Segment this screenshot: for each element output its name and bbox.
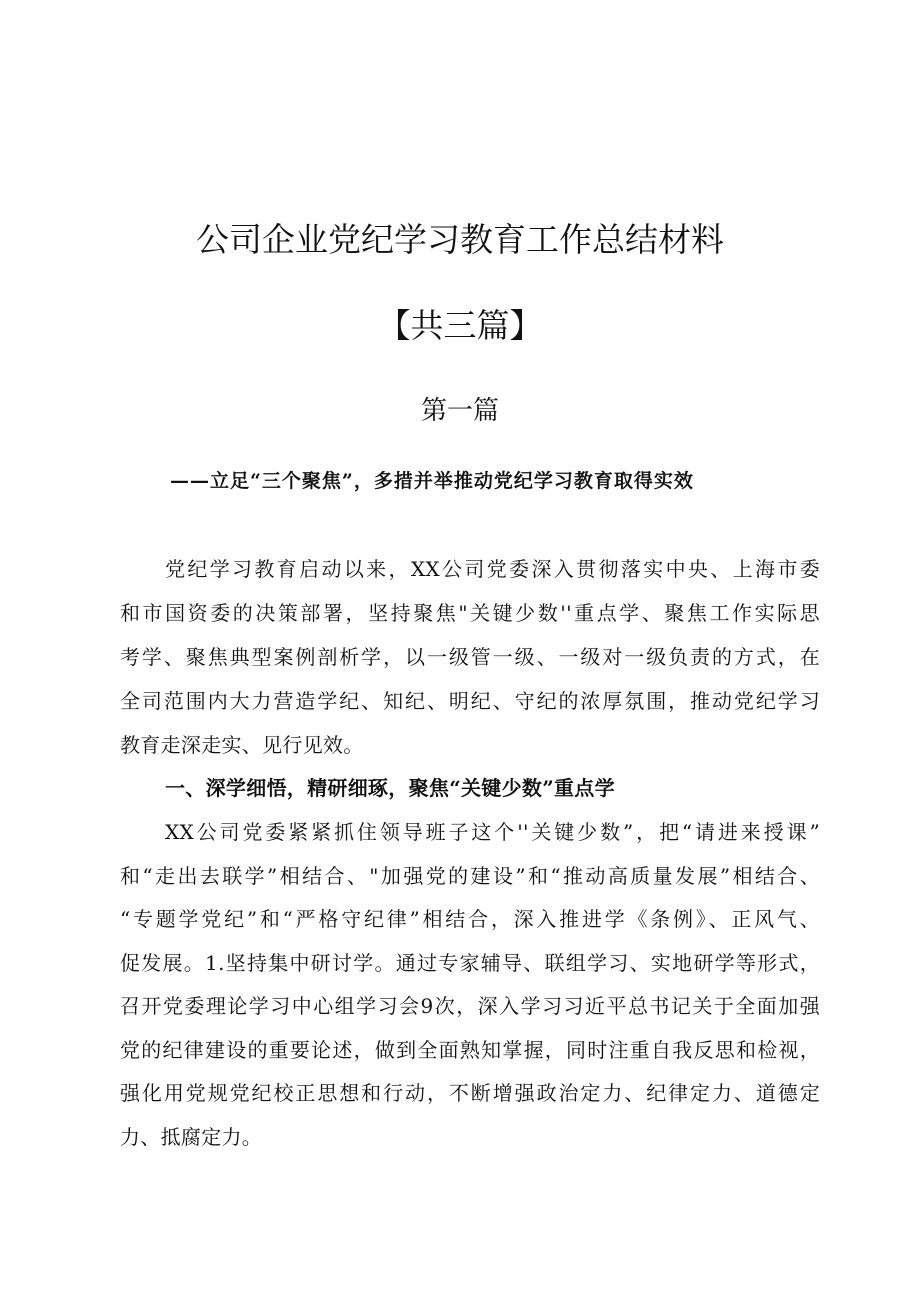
paragraph-line: 党纪学习教育启动以来，XX公司党委深入贯彻落实中央、上海市委 bbox=[165, 557, 820, 581]
document-subtitle: 【共三篇】 bbox=[377, 306, 543, 345]
paragraph-line: 力、抵腐定力。 bbox=[120, 1125, 263, 1149]
paragraph-line: “专题学党纪”和“严格守纪律”相结合，深入推进学《条例》、正风气、 bbox=[120, 907, 820, 931]
paragraph-line: 和“走出去联学”相结合、"加强党的建设”和“推动高质量发展”相结合、 bbox=[120, 864, 820, 888]
section-heading: 一、深学细悟，精研细琢，聚焦“关键少数”重点学 bbox=[165, 776, 615, 800]
paragraph-line: 和市国资委的决策部署，坚持聚焦"关键少数''重点学、聚焦工作实际思 bbox=[120, 601, 820, 625]
document-title: 公司企业党纪学习教育工作总结材料 bbox=[196, 220, 724, 259]
theme-subtitle: ——立足“三个聚焦”，多措并举推动党纪学习教育取得实效 bbox=[170, 470, 694, 492]
chapter-heading: 第一篇 bbox=[420, 396, 499, 426]
paragraph-line: 党的纪律建设的重要论述，做到全面熟知掌握，同时注重自我反思和检视， bbox=[120, 1038, 820, 1062]
paragraph-line: XX公司党委紧紧抓住领导班子这个''关键少数”，把“请进来授课” bbox=[165, 820, 820, 844]
paragraph-line: 强化用党规党纪校正思想和行动，不断增强政治定力、纪律定力、道德定 bbox=[120, 1081, 820, 1105]
paragraph-line: 教育走深走实、见行见效。 bbox=[120, 733, 364, 757]
paragraph-line: 促发展。1.坚持集中研讨学。通过专家辅导、联组学习、实地研学等形式， bbox=[120, 951, 820, 975]
paragraph-line: 考学、聚焦典型案例剖析学，以一级管一级、一级对一级负责的方式，在 bbox=[120, 645, 820, 669]
paragraph-line: 全司范围内大力营造学纪、知纪、明纪、守纪的浓厚氛围，推动党纪学习 bbox=[120, 689, 820, 713]
paragraph-line: 召开党委理论学习中心组学习会9次，深入学习习近平总书记关于全面加强 bbox=[120, 994, 820, 1018]
